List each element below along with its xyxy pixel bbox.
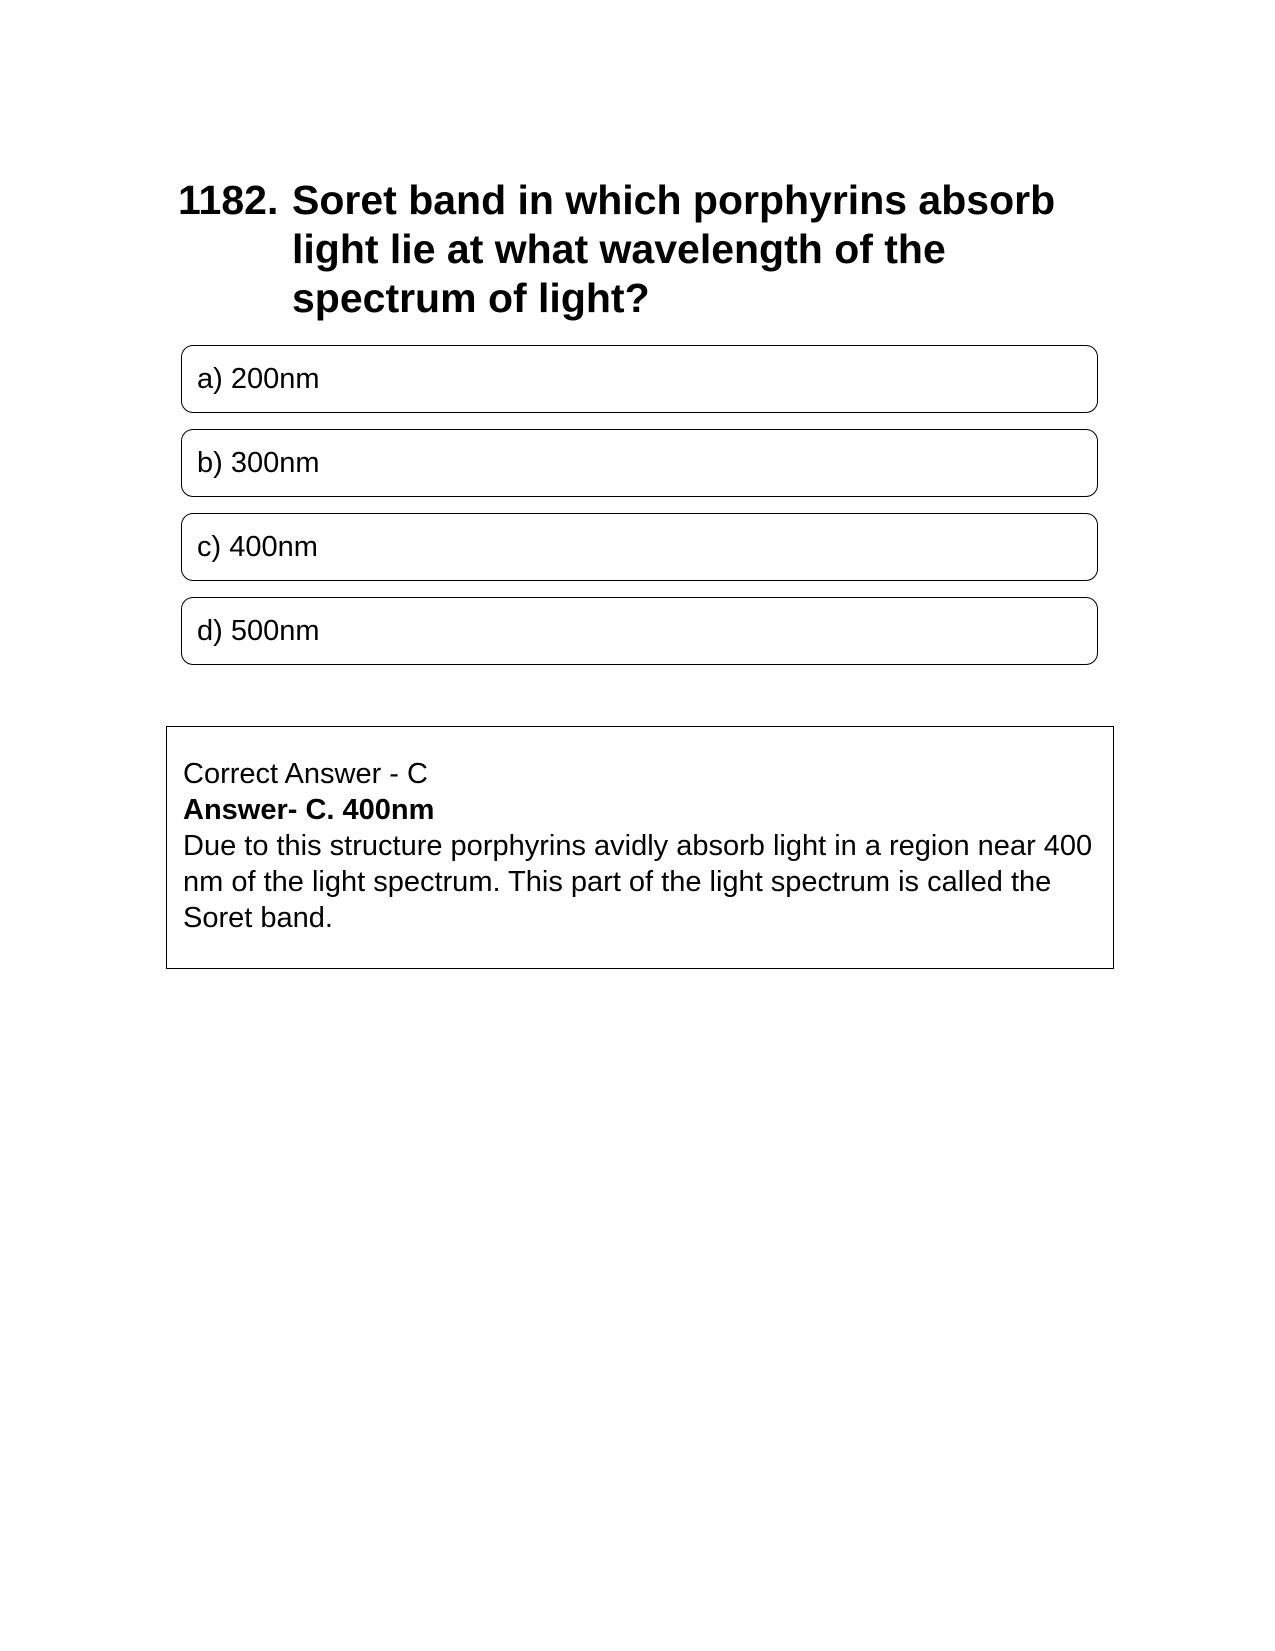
question-number: 1182. — [178, 177, 279, 223]
question-text: Soret band in which porphyrins absorb light lie at what wavelength of the spectrum of light? — [292, 177, 1056, 321]
answer-box — [166, 726, 1114, 969]
options-list — [181, 345, 1098, 681]
question — [178, 176, 1098, 323]
option-b[interactable]: b) 300nm — [181, 429, 1098, 497]
answer-heading: Answer- C. 400nm — [183, 794, 435, 826]
option-c[interactable]: c) 400nm — [181, 513, 1098, 581]
option-d[interactable]: d) 500nm — [181, 597, 1098, 665]
answer-explanation: Due to this structure porphyrins avidly absorb light in a region near 400 nm of the light spectrum. This part of the light spectrum is called the Soret band. — [183, 830, 1093, 934]
correct-answer-line: Correct Answer - C — [183, 758, 428, 790]
option-a[interactable]: a) 200nm — [181, 345, 1098, 413]
